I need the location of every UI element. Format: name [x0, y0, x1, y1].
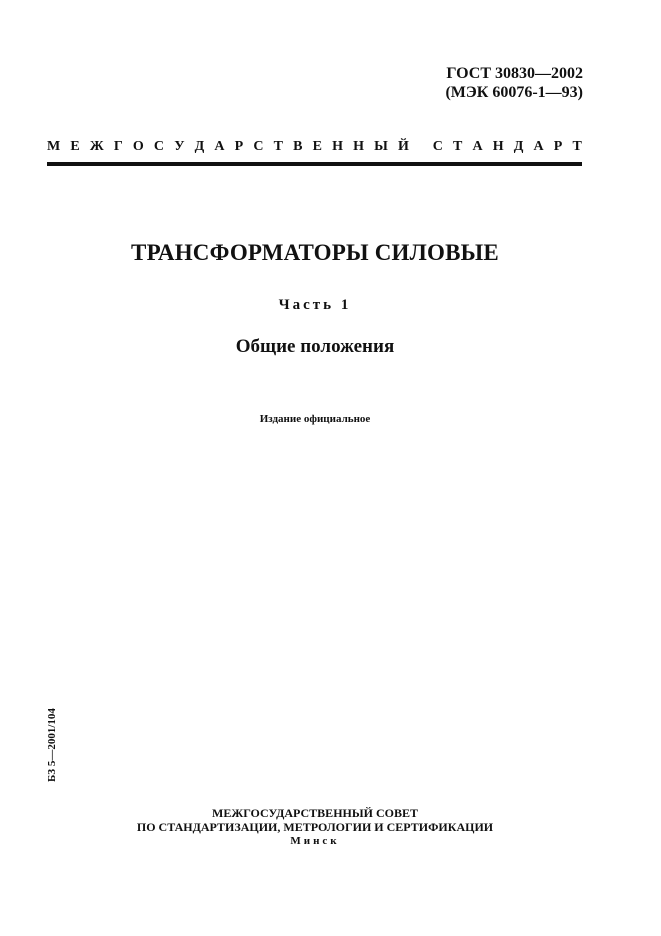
category-letter: Й	[398, 139, 409, 154]
category-letter: Д	[194, 139, 205, 154]
footer-council: МЕЖГОСУДАРСТВЕННЫЙ СОВЕТ	[212, 806, 418, 820]
category-letter: У	[174, 139, 185, 154]
category-letter: Т	[572, 139, 582, 154]
category-letter: Ж	[89, 139, 104, 154]
category-letter: Ы	[374, 139, 388, 154]
word-gap	[419, 139, 423, 155]
side-code: БЗ 5—2001/104	[46, 708, 58, 782]
document-subtitle: Общие положения	[235, 336, 395, 357]
category-letter: Т	[273, 139, 283, 154]
category-letter: Е	[70, 139, 80, 154]
category-letter: М	[47, 139, 61, 154]
category-letter: А	[533, 139, 544, 154]
document-title: ТРАНСФОРМАТОРЫ СИЛОВЫЕ	[131, 240, 499, 265]
part-number: Часть 1	[278, 297, 352, 313]
category-letter: Т	[452, 139, 463, 154]
category-letter: Н	[353, 139, 364, 154]
category-letter: С	[432, 139, 443, 154]
category-letter: Д	[513, 139, 524, 154]
publisher-footer	[0, 806, 630, 848]
category-letter: Н	[332, 139, 343, 154]
category-letter: Е	[312, 139, 322, 154]
category-letter: С	[253, 139, 264, 154]
category-letter: О	[132, 139, 144, 154]
standard-category-header	[47, 139, 582, 155]
category-letter: Р	[553, 139, 563, 154]
iec-reference: (МЭК 60076-1—93)	[445, 84, 583, 101]
category-letter: Р	[234, 139, 244, 154]
category-letter: А	[472, 139, 483, 154]
category-letter: С	[153, 139, 165, 154]
standard-number-block	[445, 64, 583, 102]
category-letter: Н	[492, 139, 504, 154]
category-letter: Г	[113, 139, 123, 154]
category-letter: А	[214, 139, 225, 154]
edition-note: Издание официальное	[259, 413, 371, 425]
header-divider	[47, 162, 582, 166]
standard-category-letters	[47, 139, 582, 155]
footer-city: Минск	[290, 835, 340, 847]
category-letter: В	[293, 139, 303, 154]
standard-number: ГОСТ 30830—2002	[446, 65, 583, 82]
footer-council-scope: ПО СТАНДАРТИЗАЦИИ, МЕТРОЛОГИИ И СЕРТИФИКАЦИИ	[136, 820, 494, 834]
